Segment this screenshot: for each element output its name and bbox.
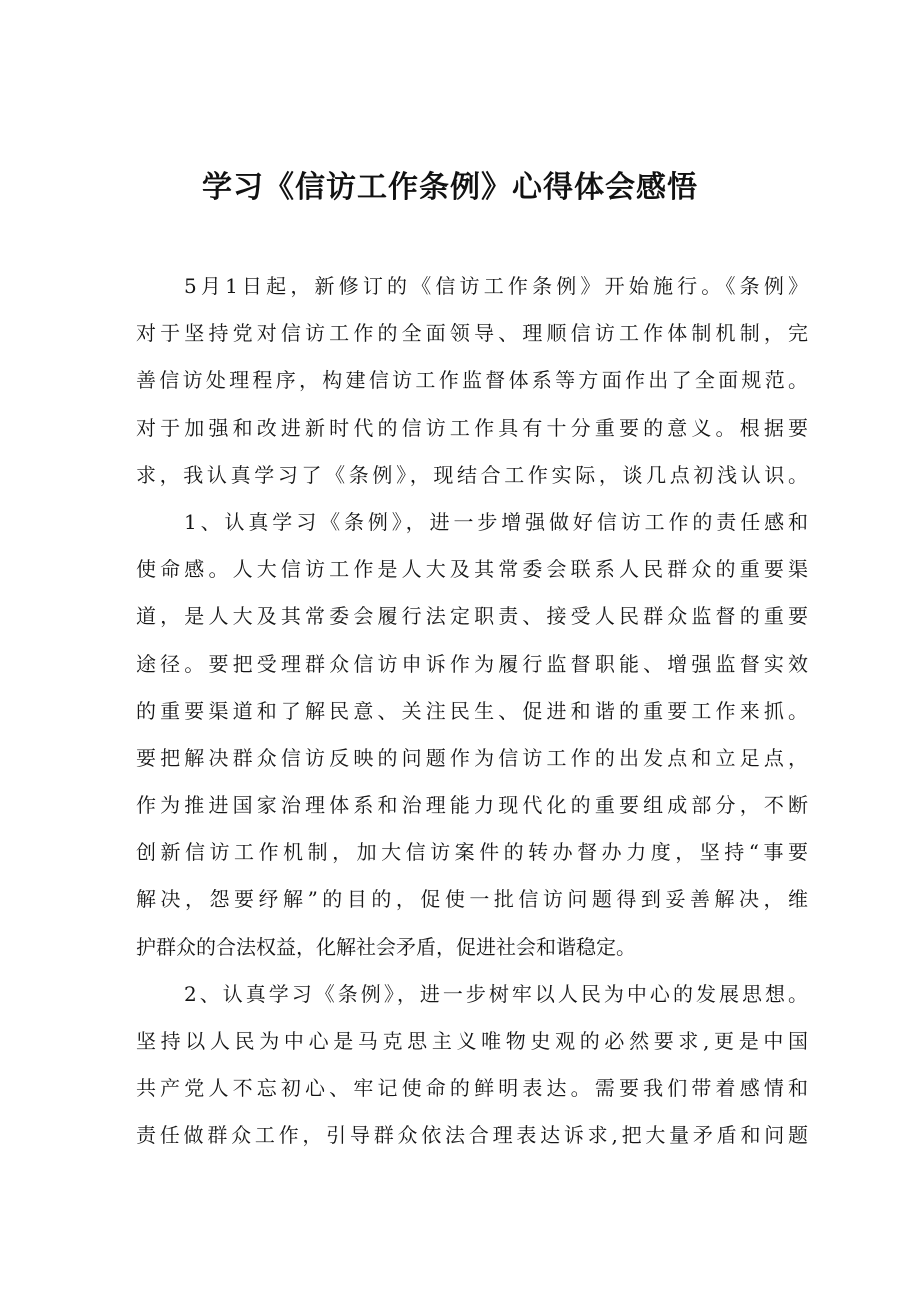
paragraph-line: 求，我认真学习了《条例》，现结合工作实际，谈几点初浅认识。 bbox=[136, 462, 808, 487]
paragraph-line: 道，是人大及其常委会履行法定职责、接受人民群众监督的重要 bbox=[136, 604, 808, 629]
paragraph-line: 解决，怨要纾解”的目的，促使一批信访问题得到妥善解决，维 bbox=[136, 887, 808, 912]
paragraph-line: 共产党人不忘初心、牢记使命的鲜明表达。需要我们带着感情和 bbox=[136, 1076, 808, 1101]
paragraph-line: 5月1日起，新修订的《信访工作条例》开始施行。《条例》 bbox=[184, 274, 808, 298]
paragraph-line: 作为推进国家治理体系和治理能力现代化的重要组成部分，不断 bbox=[136, 793, 808, 818]
paragraph-line: 2、认真学习《条例》，进一步树牢以人民为中心的发展思想。 bbox=[184, 981, 808, 1006]
paragraph-line: 1、认真学习《条例》，进一步增强做好信访工作的责任感和 bbox=[184, 509, 808, 534]
paragraph-line: 创新信访工作机制，加大信访案件的转办督办力度，坚持“事要 bbox=[136, 840, 808, 865]
paragraph-line: 途径。要把受理群众信访申诉作为履行监督职能、增强监督实效 bbox=[136, 651, 808, 676]
paragraph-line: 的重要渠道和了解民意、关注民生、促进和谐的重要工作来抓。 bbox=[136, 698, 808, 723]
paragraph-line: 责任做群众工作，引导群众依法合理表达诉求,把大量矛盾和问题 bbox=[136, 1123, 808, 1148]
paragraph-line: 使命感。人大信访工作是人大及其常委会联系人民群众的重要渠 bbox=[136, 557, 808, 582]
paragraph-line: 善信访处理程序，构建信访工作监督体系等方面作出了全面规范。 bbox=[136, 368, 808, 393]
paragraph-line: 要把解决群众信访反映的问题作为信访工作的出发点和立足点， bbox=[136, 745, 808, 770]
paragraph-line: 坚持以人民为中心是马克思主义唯物史观的必然要求,更是中国 bbox=[136, 1029, 808, 1053]
document-title: 学习《信访工作条例》心得体会感悟 bbox=[202, 170, 698, 205]
document-body bbox=[136, 263, 808, 1160]
paragraph-line: 对于坚持党对信访工作的全面领导、理顺信访工作体制机制，完 bbox=[136, 321, 808, 346]
paragraph-line: 护群众的合法权益，化解社会矛盾，促进社会和谐稳定。 bbox=[136, 934, 636, 959]
paragraph-line: 对于加强和改进新时代的信访工作具有十分重要的意义。根据要 bbox=[136, 415, 808, 440]
